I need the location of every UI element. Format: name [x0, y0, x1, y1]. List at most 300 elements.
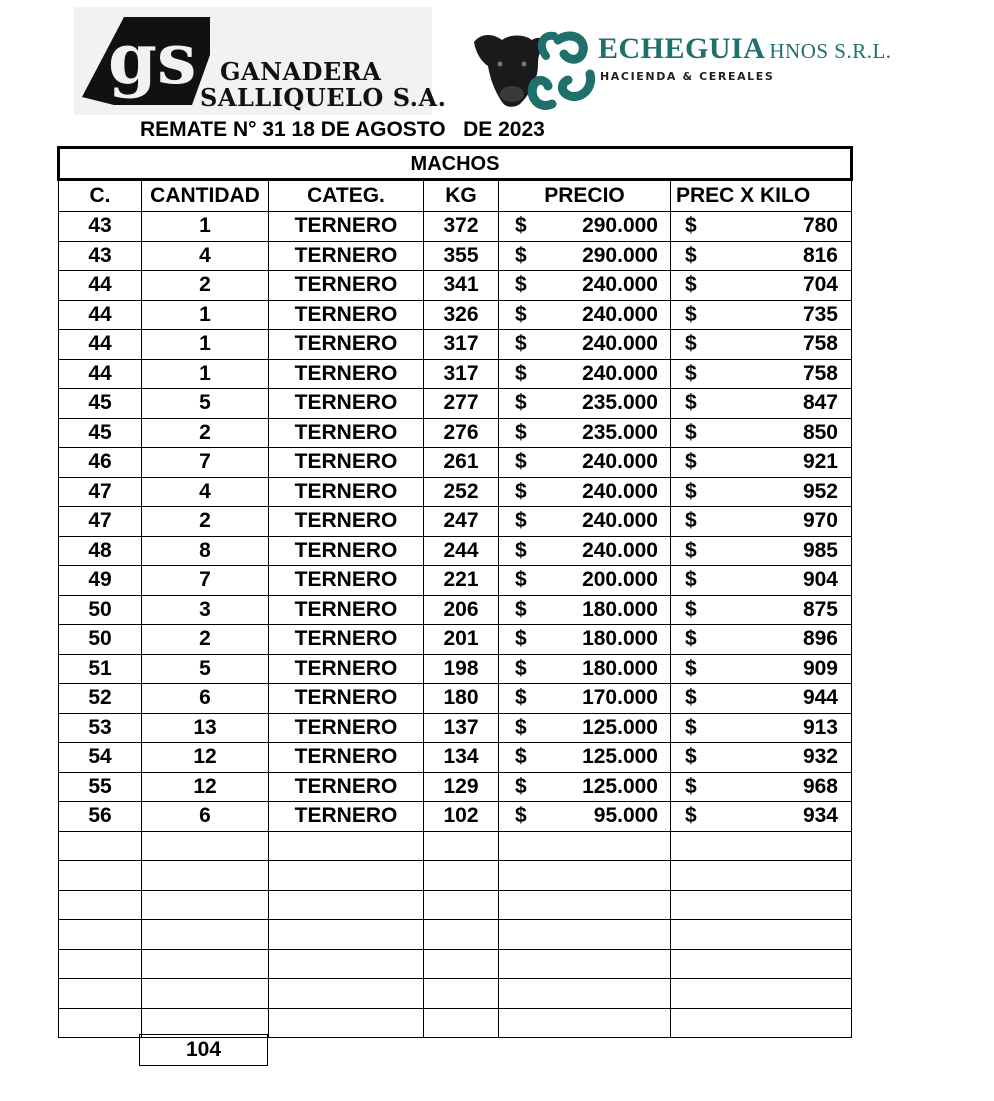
currency-symbol: $ [515, 509, 527, 533]
empty-cell [142, 920, 269, 950]
cell-precio [499, 713, 671, 743]
cell-c: 47 [59, 477, 142, 507]
empty-cell [499, 861, 671, 891]
column-header-row [59, 180, 852, 212]
cell-prec-x-kilo [671, 212, 852, 242]
empty-table-row [59, 861, 852, 891]
auction-title: REMATE N° 31 18 DE AGOSTO DE 2023 [140, 118, 545, 141]
cell-c: 53 [59, 713, 142, 743]
cell-precio-wrap [499, 596, 670, 624]
cell-kg: 134 [424, 743, 499, 773]
currency-symbol: $ [515, 420, 527, 444]
table-row [59, 418, 852, 448]
cell-categ: TERNERO [269, 389, 424, 419]
column-header-cantidad: CANTIDAD [142, 180, 269, 212]
cell-precio-wrap [499, 212, 670, 240]
cell-precio-value: 170.000 [582, 686, 658, 710]
table-row [59, 212, 852, 242]
table-row [59, 507, 852, 537]
cell-prec-x-kilo-value: 970 [802, 509, 838, 533]
cell-prec-x-kilo-value: 968 [802, 774, 838, 798]
table-row [59, 271, 852, 301]
table-row [59, 448, 852, 478]
cell-precio-wrap [499, 507, 670, 535]
echeguia-title [598, 32, 892, 66]
currency-symbol: $ [685, 214, 697, 238]
cell-kg: 252 [424, 477, 499, 507]
table-row [59, 241, 852, 271]
currency-symbol: $ [685, 479, 697, 503]
cell-prec-x-kilo-wrap [671, 389, 851, 417]
cell-cantidad: 5 [142, 389, 269, 419]
cell-precio-wrap [499, 537, 670, 565]
table-row [59, 477, 852, 507]
cell-prec-x-kilo [671, 300, 852, 330]
cell-kg: 129 [424, 772, 499, 802]
cell-prec-x-kilo [671, 477, 852, 507]
cell-c: 43 [59, 241, 142, 271]
cell-kg: 341 [424, 271, 499, 301]
company-name-line2: SALLIQUELO S.A. [200, 83, 447, 112]
cell-prec-x-kilo-value: 780 [802, 214, 838, 238]
currency-symbol: $ [685, 420, 697, 444]
section-title: MACHOS [59, 148, 852, 180]
cell-c: 44 [59, 271, 142, 301]
empty-cell [499, 831, 671, 861]
empty-cell [424, 890, 499, 920]
cell-c: 44 [59, 300, 142, 330]
cell-kg: 201 [424, 625, 499, 655]
cell-precio-wrap [499, 360, 670, 388]
cell-prec-x-kilo-value: 758 [802, 332, 838, 356]
cell-prec-x-kilo-wrap [671, 714, 851, 742]
currency-symbol: $ [515, 686, 527, 710]
company-name-line1: GANADERA [220, 57, 382, 86]
cell-kg: 326 [424, 300, 499, 330]
empty-cell [269, 861, 424, 891]
column-header-categ: CATEG. [269, 180, 424, 212]
cell-c: 46 [59, 448, 142, 478]
cell-precio-value: 240.000 [582, 302, 658, 326]
currency-symbol: $ [515, 243, 527, 267]
empty-table-row [59, 831, 852, 861]
currency-symbol: $ [685, 715, 697, 739]
cell-cantidad: 2 [142, 271, 269, 301]
cow-head-icon [472, 28, 596, 110]
empty-cell [424, 831, 499, 861]
cell-precio-value: 180.000 [582, 656, 658, 680]
empty-cell [499, 890, 671, 920]
currency-symbol: $ [515, 302, 527, 326]
cell-cantidad: 7 [142, 566, 269, 596]
column-header-prec-x-kilo: PREC X KILO [671, 180, 852, 212]
cell-precio-value: 125.000 [582, 715, 658, 739]
empty-cell [424, 861, 499, 891]
cell-precio-wrap [499, 330, 670, 358]
currency-symbol: $ [685, 774, 697, 798]
currency-symbol: $ [515, 361, 527, 385]
cell-categ: TERNERO [269, 300, 424, 330]
empty-table-row [59, 949, 852, 979]
currency-symbol: $ [515, 450, 527, 474]
total-cantidad: 104 [140, 1035, 268, 1066]
cell-prec-x-kilo-wrap [671, 684, 851, 712]
empty-cell [142, 979, 269, 1009]
cell-precio-wrap [499, 714, 670, 742]
cell-categ: TERNERO [269, 477, 424, 507]
empty-cell [269, 890, 424, 920]
cell-prec-x-kilo [671, 654, 852, 684]
cell-c: 52 [59, 684, 142, 714]
cell-precio [499, 654, 671, 684]
empty-cell [424, 979, 499, 1009]
cell-c: 45 [59, 418, 142, 448]
cell-prec-x-kilo-wrap [671, 655, 851, 683]
cell-precio-value: 125.000 [582, 745, 658, 769]
currency-symbol: $ [515, 597, 527, 621]
cell-prec-x-kilo [671, 389, 852, 419]
cell-kg: 244 [424, 536, 499, 566]
cell-c: 45 [59, 389, 142, 419]
table-row [59, 595, 852, 625]
cell-precio [499, 743, 671, 773]
empty-cell [269, 1008, 424, 1038]
cell-precio [499, 566, 671, 596]
echeguia-subtitle: HACIENDA & CEREALES [600, 70, 775, 83]
ganadera-salliquelo-logo [74, 7, 447, 115]
cell-kg: 372 [424, 212, 499, 242]
cell-precio [499, 625, 671, 655]
cell-categ: TERNERO [269, 241, 424, 271]
cell-precio-wrap [499, 684, 670, 712]
empty-cell [269, 979, 424, 1009]
echeguia-title-suffix: HNOS S.R.L. [769, 39, 892, 63]
cell-cantidad: 6 [142, 802, 269, 832]
cell-prec-x-kilo-value: 985 [802, 538, 838, 562]
cell-cantidad: 12 [142, 743, 269, 773]
cell-prec-x-kilo-wrap [671, 478, 851, 506]
cell-prec-x-kilo [671, 241, 852, 271]
cell-prec-x-kilo-value: 704 [802, 273, 838, 297]
cell-kg: 355 [424, 241, 499, 271]
cell-precio-wrap [499, 743, 670, 771]
cell-cantidad: 3 [142, 595, 269, 625]
cell-prec-x-kilo [671, 566, 852, 596]
currency-symbol: $ [515, 568, 527, 592]
cell-precio [499, 212, 671, 242]
cell-precio [499, 418, 671, 448]
table-row [59, 772, 852, 802]
empty-cell [59, 831, 142, 861]
cell-cantidad: 1 [142, 212, 269, 242]
cell-prec-x-kilo-value: 934 [802, 804, 838, 828]
cell-prec-x-kilo [671, 536, 852, 566]
echeguia-title-main: ECHEGUIA [598, 32, 766, 65]
currency-symbol: $ [685, 302, 697, 326]
empty-cell [499, 920, 671, 950]
cell-precio-value: 240.000 [582, 450, 658, 474]
cell-precio [499, 241, 671, 271]
cell-prec-x-kilo-wrap [671, 271, 851, 299]
cell-prec-x-kilo-wrap [671, 419, 851, 447]
cell-prec-x-kilo-value: 932 [802, 745, 838, 769]
cell-categ: TERNERO [269, 625, 424, 655]
cell-cantidad: 6 [142, 684, 269, 714]
empty-cell [671, 949, 852, 979]
table-row [59, 330, 852, 360]
currency-symbol: $ [515, 804, 527, 828]
cell-prec-x-kilo [671, 595, 852, 625]
cell-prec-x-kilo-value: 904 [802, 568, 838, 592]
column-header-kg: KG [424, 180, 499, 212]
currency-symbol: $ [685, 509, 697, 533]
cell-prec-x-kilo [671, 359, 852, 389]
empty-cell [269, 920, 424, 950]
empty-cell [142, 831, 269, 861]
currency-symbol: $ [515, 273, 527, 297]
cell-prec-x-kilo-value: 896 [802, 627, 838, 651]
currency-symbol: $ [685, 273, 697, 297]
currency-symbol: $ [685, 656, 697, 680]
empty-cell [499, 1008, 671, 1038]
gs-monogram-text: gs [108, 17, 197, 100]
empty-cell [671, 831, 852, 861]
cell-prec-x-kilo [671, 772, 852, 802]
cell-prec-x-kilo-wrap [671, 596, 851, 624]
cell-cantidad: 4 [142, 477, 269, 507]
cell-categ: TERNERO [269, 212, 424, 242]
empty-cell [424, 949, 499, 979]
cell-precio-value: 240.000 [582, 332, 658, 356]
empty-table-row [59, 890, 852, 920]
cell-precio [499, 595, 671, 625]
currency-symbol: $ [515, 745, 527, 769]
cell-cantidad: 2 [142, 507, 269, 537]
empty-cell [269, 949, 424, 979]
currency-symbol: $ [515, 214, 527, 238]
cell-precio-wrap [499, 802, 670, 830]
cell-cantidad: 1 [142, 359, 269, 389]
table-row [59, 802, 852, 832]
empty-cell [59, 1008, 142, 1038]
cell-cantidad: 12 [142, 772, 269, 802]
cell-kg: 277 [424, 389, 499, 419]
cell-categ: TERNERO [269, 330, 424, 360]
cell-prec-x-kilo-wrap [671, 802, 851, 830]
cell-prec-x-kilo-wrap [671, 330, 851, 358]
cell-precio-wrap [499, 242, 670, 270]
cell-c: 48 [59, 536, 142, 566]
cell-kg: 247 [424, 507, 499, 537]
cell-precio [499, 300, 671, 330]
empty-cell [142, 949, 269, 979]
cell-prec-x-kilo [671, 625, 852, 655]
cell-prec-x-kilo-value: 921 [802, 450, 838, 474]
cell-cantidad: 1 [142, 300, 269, 330]
cell-precio-value: 235.000 [582, 420, 658, 444]
cell-c: 44 [59, 359, 142, 389]
cell-precio [499, 389, 671, 419]
cell-cantidad: 8 [142, 536, 269, 566]
cell-precio-wrap [499, 271, 670, 299]
cell-prec-x-kilo-wrap [671, 360, 851, 388]
cell-c: 56 [59, 802, 142, 832]
table-row [59, 743, 852, 773]
cell-categ: TERNERO [269, 507, 424, 537]
cell-prec-x-kilo-wrap [671, 743, 851, 771]
cell-cantidad: 2 [142, 625, 269, 655]
currency-symbol: $ [515, 774, 527, 798]
table-row [59, 654, 852, 684]
cell-precio-wrap [499, 655, 670, 683]
cell-categ: TERNERO [269, 566, 424, 596]
currency-symbol: $ [515, 715, 527, 739]
cell-precio-value: 200.000 [582, 568, 658, 592]
empty-cell [142, 861, 269, 891]
cell-prec-x-kilo [671, 684, 852, 714]
cell-precio [499, 448, 671, 478]
cell-kg: 221 [424, 566, 499, 596]
currency-symbol: $ [515, 332, 527, 356]
cell-kg: 137 [424, 713, 499, 743]
cell-prec-x-kilo-value: 847 [802, 391, 838, 415]
cell-precio-value: 240.000 [582, 479, 658, 503]
table-row [59, 389, 852, 419]
cell-prec-x-kilo-wrap [671, 537, 851, 565]
currency-symbol: $ [685, 391, 697, 415]
cell-precio [499, 477, 671, 507]
cell-categ: TERNERO [269, 772, 424, 802]
currency-symbol: $ [515, 627, 527, 651]
cell-categ: TERNERO [269, 418, 424, 448]
table-row [59, 359, 852, 389]
cell-categ: TERNERO [269, 448, 424, 478]
cell-kg: 102 [424, 802, 499, 832]
currency-symbol: $ [515, 538, 527, 562]
cell-precio-wrap [499, 419, 670, 447]
cell-kg: 317 [424, 359, 499, 389]
cell-prec-x-kilo-wrap [671, 566, 851, 594]
cell-prec-x-kilo-value: 944 [802, 686, 838, 710]
table-row [59, 300, 852, 330]
currency-symbol: $ [685, 361, 697, 385]
empty-cell [59, 861, 142, 891]
cell-precio-value: 240.000 [582, 538, 658, 562]
cell-precio-value: 180.000 [582, 627, 658, 651]
table-row [59, 713, 852, 743]
cell-prec-x-kilo-value: 875 [802, 597, 838, 621]
cell-precio [499, 271, 671, 301]
cell-cantidad: 2 [142, 418, 269, 448]
cell-prec-x-kilo [671, 418, 852, 448]
cell-precio-value: 180.000 [582, 597, 658, 621]
empty-cell [671, 979, 852, 1009]
cell-categ: TERNERO [269, 743, 424, 773]
cell-precio [499, 536, 671, 566]
cell-prec-x-kilo-wrap [671, 507, 851, 535]
cell-cantidad: 7 [142, 448, 269, 478]
cell-precio-value: 290.000 [582, 214, 658, 238]
cell-categ: TERNERO [269, 271, 424, 301]
cell-prec-x-kilo-value: 909 [802, 656, 838, 680]
cell-c: 49 [59, 566, 142, 596]
empty-cell [671, 1008, 852, 1038]
cell-categ: TERNERO [269, 359, 424, 389]
empty-cell [424, 920, 499, 950]
cell-cantidad: 13 [142, 713, 269, 743]
cell-precio-value: 235.000 [582, 391, 658, 415]
cell-prec-x-kilo-value: 816 [802, 243, 838, 267]
cell-precio-value: 290.000 [582, 243, 658, 267]
currency-symbol: $ [685, 450, 697, 474]
cell-precio-wrap [499, 301, 670, 329]
empty-cell [499, 949, 671, 979]
cell-categ: TERNERO [269, 802, 424, 832]
cell-precio [499, 802, 671, 832]
cell-prec-x-kilo-value: 758 [802, 361, 838, 385]
currency-symbol: $ [515, 391, 527, 415]
cell-precio-value: 240.000 [582, 273, 658, 297]
cell-precio-value: 125.000 [582, 774, 658, 798]
cell-prec-x-kilo-value: 913 [802, 715, 838, 739]
cell-prec-x-kilo [671, 743, 852, 773]
section-header-row [59, 148, 852, 180]
currency-symbol: $ [685, 804, 697, 828]
table-row [59, 625, 852, 655]
cell-c: 55 [59, 772, 142, 802]
cell-c: 54 [59, 743, 142, 773]
cell-kg: 261 [424, 448, 499, 478]
cell-c: 50 [59, 595, 142, 625]
empty-cell [142, 890, 269, 920]
empty-cell [59, 949, 142, 979]
cell-kg: 206 [424, 595, 499, 625]
empty-cell [499, 979, 671, 1009]
currency-symbol: $ [515, 479, 527, 503]
cell-c: 51 [59, 654, 142, 684]
currency-symbol: $ [685, 686, 697, 710]
currency-symbol: $ [685, 597, 697, 621]
cell-prec-x-kilo [671, 448, 852, 478]
cell-prec-x-kilo-wrap [671, 448, 851, 476]
cell-kg: 198 [424, 654, 499, 684]
empty-cell [671, 890, 852, 920]
cell-precio-wrap [499, 625, 670, 653]
currency-symbol: $ [685, 332, 697, 356]
cell-categ: TERNERO [269, 713, 424, 743]
sales-table [57, 146, 853, 1038]
cell-precio [499, 359, 671, 389]
cell-cantidad: 1 [142, 330, 269, 360]
cell-precio-value: 240.000 [582, 509, 658, 533]
cell-prec-x-kilo-wrap [671, 242, 851, 270]
cell-categ: TERNERO [269, 684, 424, 714]
echeguia-logo [472, 28, 892, 110]
empty-cell [269, 831, 424, 861]
cell-c: 43 [59, 212, 142, 242]
cell-prec-x-kilo-wrap [671, 212, 851, 240]
cell-precio-wrap [499, 389, 670, 417]
cell-precio-wrap [499, 448, 670, 476]
table-row [59, 566, 852, 596]
empty-table-row [59, 979, 852, 1009]
cell-kg: 180 [424, 684, 499, 714]
currency-symbol: $ [685, 243, 697, 267]
empty-cell [424, 1008, 499, 1038]
currency-symbol: $ [685, 568, 697, 592]
cell-precio-value: 95.000 [593, 804, 658, 828]
cell-prec-x-kilo [671, 713, 852, 743]
